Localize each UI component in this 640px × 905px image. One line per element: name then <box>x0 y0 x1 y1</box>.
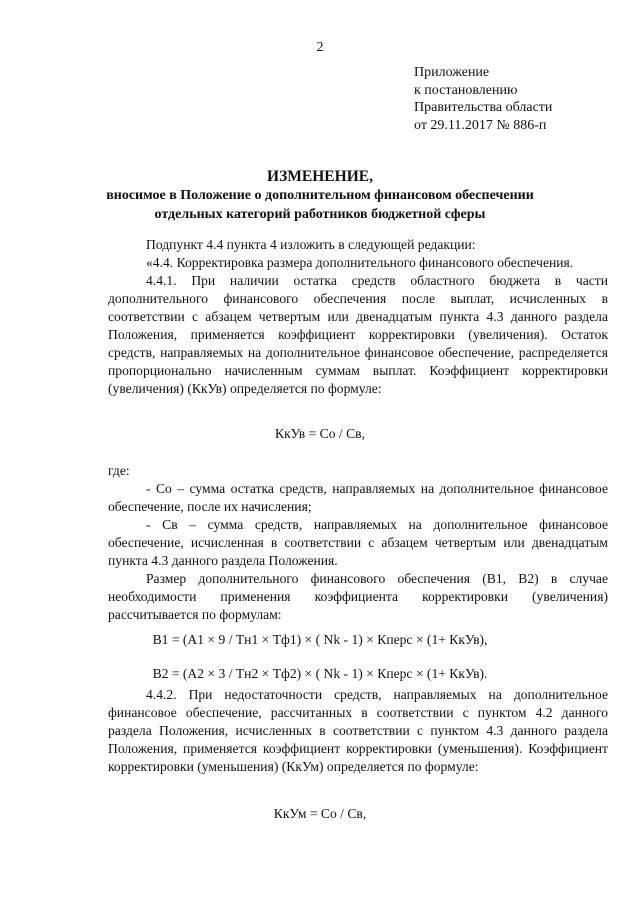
definition: - Св – сумма средств, направляемых на дополнительное финансовое обеспечение, исчисленная в соответствии с абзацем четвертым или двенадцатым пункта 4.3 данного раздела Положения. <box>108 517 608 568</box>
formula-b1: В1 = (А1 × 9 / Тн1 × Тф1) × ( Nk - 1) × Кперс × (1+ КкУв), <box>152 632 488 647</box>
formula-kkum: КкУм = Со / Св, <box>273 806 367 821</box>
appendix-line: к постановлению <box>414 82 518 98</box>
formula-kkuv: КкУв = Со / Св, <box>275 426 365 441</box>
document-subtitle: вносимое в Положение о дополнительном финансовом обеспечении отдельных категорий работников бюджетной сферы <box>106 188 534 222</box>
where-label: где: <box>108 463 130 478</box>
page-number: 2 <box>316 40 324 55</box>
intro-block <box>108 236 608 398</box>
paragraph: Подпункт 4.4 пункта 4 изложить в следующей редакции: <box>146 237 476 252</box>
paragraph: «4.4. Корректировка размера дополнительного финансового обеспечения. <box>146 255 574 270</box>
appendix-line: Правительства области <box>414 100 553 115</box>
paragraph: 4.4.2. При недостаточности средств, направляемых на дополнительное финансовое обеспечение, рассчитанных в соответствии с пунктом 4.2 данного раздела Положения, исчисленных в соответствии с пунктом 4.3 данного раздела Положения, применяется коэффициент корректировки (уменьшения). Коэффициент корректировки (уменьшения) (КкУм) определяется по формуле: <box>108 687 608 774</box>
appendix-block <box>414 64 552 134</box>
section-442-block <box>108 686 608 776</box>
formula-b2: В2 = (А2 × 3 / Тн2 × Тф2) × ( Nk - 1) × Кперс × (1+ КкУв). <box>152 666 488 681</box>
document-title: ИЗМЕНЕНИЕ, <box>267 168 373 185</box>
definition: - Со – сумма остатка средств, направляемых на дополнительное финансовое обеспечение, после их начисления; <box>108 481 608 514</box>
definitions-block <box>108 462 608 624</box>
appendix-line: Приложение <box>414 65 490 80</box>
paragraph: 4.4.1. При наличии остатка средств областного бюджета в части дополнительного финансового обеспечения после выплат, исчисленных в соответствии с абзацем четвертым или двенадцатым пункта 4.3 данного раздела Положения, применяется коэффициент корректировки (увеличения). Остаток средств, направляемых на дополнительное финансовое обеспечение, распределяется пропорционально начисленным суммам выплат. Коэффициент корректировки (увеличения) (КкУв) определяется по формуле: <box>108 273 608 396</box>
appendix-line: от 29.11.2017 № 886-п <box>414 117 547 133</box>
paragraph: Размер дополнительного финансового обеспечения (В1, В2) в случае необходимости применения коэффициента корректировки (увеличения) рассчитывается по формулам: <box>108 571 608 622</box>
